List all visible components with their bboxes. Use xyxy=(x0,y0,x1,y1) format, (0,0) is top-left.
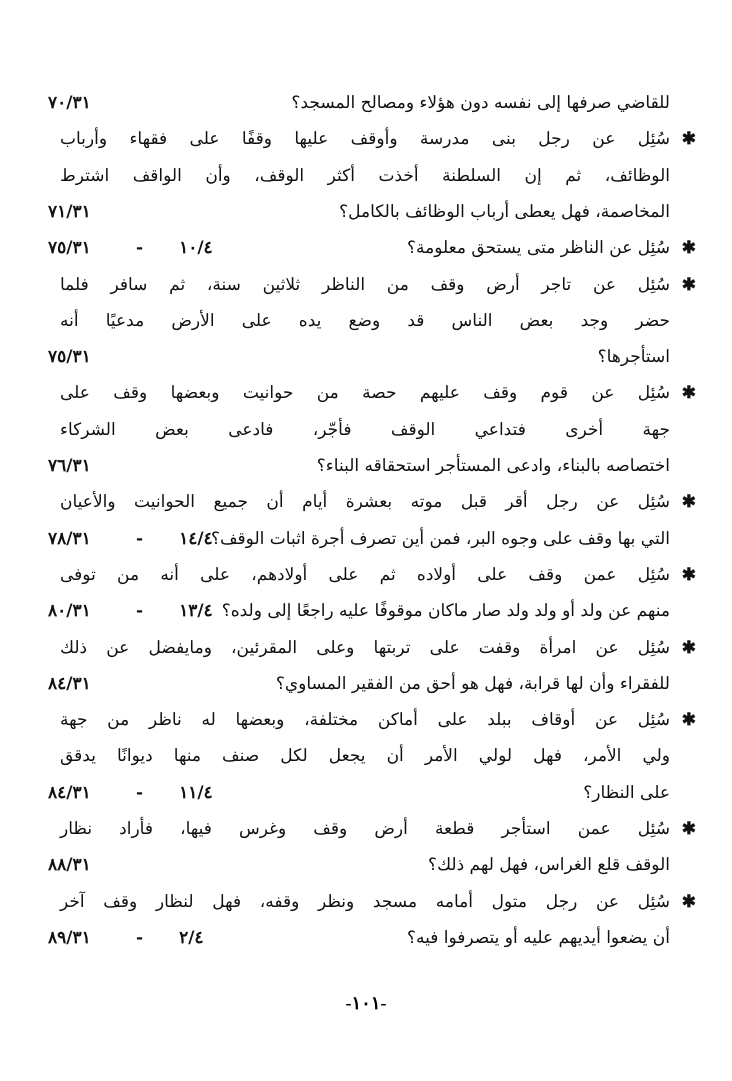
reference-dash: - xyxy=(136,927,144,948)
line-text: حضر وجد بعض الناس قد وضع يده على الأرض مدعيًا أنه xyxy=(60,310,670,331)
secondary-reference xyxy=(134,592,244,630)
line-text: اختصاصه بالبناء، وادعى المستأجر استحقاقه البناء؟ xyxy=(316,456,670,476)
line-text: المخاصمة، فهل يعطى أرباب الوظائف بالكامل؟ xyxy=(339,201,670,222)
bullet-star-icon: ✱ xyxy=(681,238,696,259)
secondary-reference-value: ١٠/٤ xyxy=(179,238,213,259)
secondary-reference xyxy=(134,774,244,812)
reference-number: ٨٤/٣١ xyxy=(48,782,91,803)
text-line xyxy=(48,592,670,630)
line-text: ولي الأمر، فهل لولي الأمر أن يجعل لكل صنف منها ديوانًا يدقق xyxy=(60,746,670,767)
secondary-reference-value: ١٣/٤ xyxy=(179,601,213,622)
line-text: سُئِل عن قوم وقف عليهم حصة من حوانيت وبعضها وقف على xyxy=(60,383,670,404)
line-text: للقاضي صرفها إلى نفسه دون هؤلاء ومصالح المسجد؟ xyxy=(291,93,670,113)
text-line xyxy=(60,411,670,449)
text-line xyxy=(48,229,696,267)
line-text: منهم عن ولد أو ولد ولد صار ماكان موقوفًا عليه راجعًا إلى ولده؟ xyxy=(221,601,670,622)
line-text: أن يضعوا أيديهم عليه أو يتصرفوا فيه؟ xyxy=(406,927,670,948)
secondary-reference xyxy=(134,520,244,558)
line-text: على النظار؟ xyxy=(583,782,670,803)
bullet-star-icon: ✱ xyxy=(681,564,696,585)
page-number: -١٠١- xyxy=(345,993,387,1013)
reference-number: ٧١/٣١ xyxy=(48,201,91,222)
bullet-star-icon: ✱ xyxy=(681,710,696,731)
reference-number: ٧٥/٣١ xyxy=(48,347,91,368)
line-text: التي بها وقف على وجوه البر، فمن أين تصرف أجرة اثبات الوقف؟ xyxy=(210,528,670,549)
reference-number: ٧٥/٣١ xyxy=(48,238,91,259)
bullet-star-icon: ✱ xyxy=(681,492,696,513)
bullet-star-icon: ✱ xyxy=(681,274,696,295)
line-text: سُئِل عن تاجر أرض وقف من الناظر ثلاثين سنة، ثم سافر فلما xyxy=(60,274,670,295)
text-line xyxy=(48,193,670,231)
line-text: سُئِل عن رجل أقر قبل موته بعشرة أيام أن جميع الحوانيت والأعيان xyxy=(60,492,670,513)
secondary-reference xyxy=(134,229,244,267)
text-line xyxy=(60,157,670,195)
text-line xyxy=(60,374,696,412)
bullet-star-icon: ✱ xyxy=(681,129,696,150)
text-line xyxy=(60,120,696,158)
text-line xyxy=(60,701,696,739)
text-line xyxy=(48,665,670,703)
text-line xyxy=(48,520,670,558)
text-line xyxy=(48,338,670,376)
secondary-reference-value: ٢/٤ xyxy=(179,927,204,948)
bullet-star-icon: ✱ xyxy=(681,383,696,404)
line-text: سُئِل عمن استأجر قطعة أرض وقف وغرس فيها، فأراد نظار xyxy=(60,819,670,839)
line-text: سُئِل عمن وقف على أولاده ثم على أولادهم، على أنه من توفى xyxy=(60,564,670,585)
line-text: سُئِل عن امرأة وقفت على تربتها وعلى المقرئين، ومايفضل عن ذلك xyxy=(60,637,670,658)
text-line xyxy=(60,810,696,848)
line-text: الوظائف، ثم إن السلطنة أخذت أكثر الوقف، وأن الواقف اشترط xyxy=(60,165,670,186)
text-line xyxy=(48,84,670,122)
line-text: الوقف قلع الغراس، فهل لهم ذلك؟ xyxy=(428,855,670,876)
reference-dash: - xyxy=(136,782,144,803)
bullet-star-icon: ✱ xyxy=(681,891,696,912)
line-text: سُئِل عن رجل متول أمامه مسجد ونظر وقفه، فهل لنظار وقف آخر xyxy=(60,891,670,912)
bullet-star-icon: ✱ xyxy=(681,637,696,658)
text-line xyxy=(60,556,696,594)
text-line xyxy=(48,846,670,884)
reference-number: ٧٦/٣١ xyxy=(48,456,91,476)
text-line xyxy=(48,919,670,957)
text-line xyxy=(60,266,696,304)
reference-number: ٧٠/٣١ xyxy=(48,93,91,113)
secondary-reference xyxy=(134,919,244,957)
secondary-reference-value: ١١/٤ xyxy=(179,782,213,803)
line-text: جهة أخرى فتداعي الوقف فأجّر، فادعى بعض الشركاء xyxy=(60,419,670,440)
text-line xyxy=(60,302,670,340)
text-line xyxy=(60,629,696,667)
text-line xyxy=(60,883,696,921)
reference-dash: - xyxy=(136,238,144,259)
reference-number: ٨٠/٣١ xyxy=(48,601,91,622)
text-line xyxy=(48,447,670,485)
reference-number: ٨٩/٣١ xyxy=(48,927,91,948)
line-text: للفقراء وأن لها قرابة، فهل هو أحق من الفقير المساوي؟ xyxy=(275,673,670,694)
reference-dash: - xyxy=(136,601,144,622)
text-line xyxy=(60,737,670,775)
reference-dash: - xyxy=(136,528,144,549)
line-text: سُئِل عن رجل بنى مدرسة وأوقف عليها وقفًا على فقهاء وأرباب xyxy=(60,129,670,150)
line-text: استأجرها؟ xyxy=(597,347,670,368)
reference-number: ٨٤/٣١ xyxy=(48,673,91,694)
reference-number: ٧٨/٣١ xyxy=(48,528,91,549)
text-line xyxy=(60,483,696,521)
secondary-reference-value: ١٤/٤ xyxy=(179,528,213,549)
line-text: سُئِل عن أوقاف ببلد على أماكن مختلفة، وبعضها له ناظر من جهة xyxy=(60,710,670,731)
line-text: سُئِل عن الناظر متى يستحق معلومة؟ xyxy=(406,238,670,259)
bullet-star-icon: ✱ xyxy=(681,819,696,839)
text-line xyxy=(48,774,670,812)
reference-number: ٨٨/٣١ xyxy=(48,855,91,876)
